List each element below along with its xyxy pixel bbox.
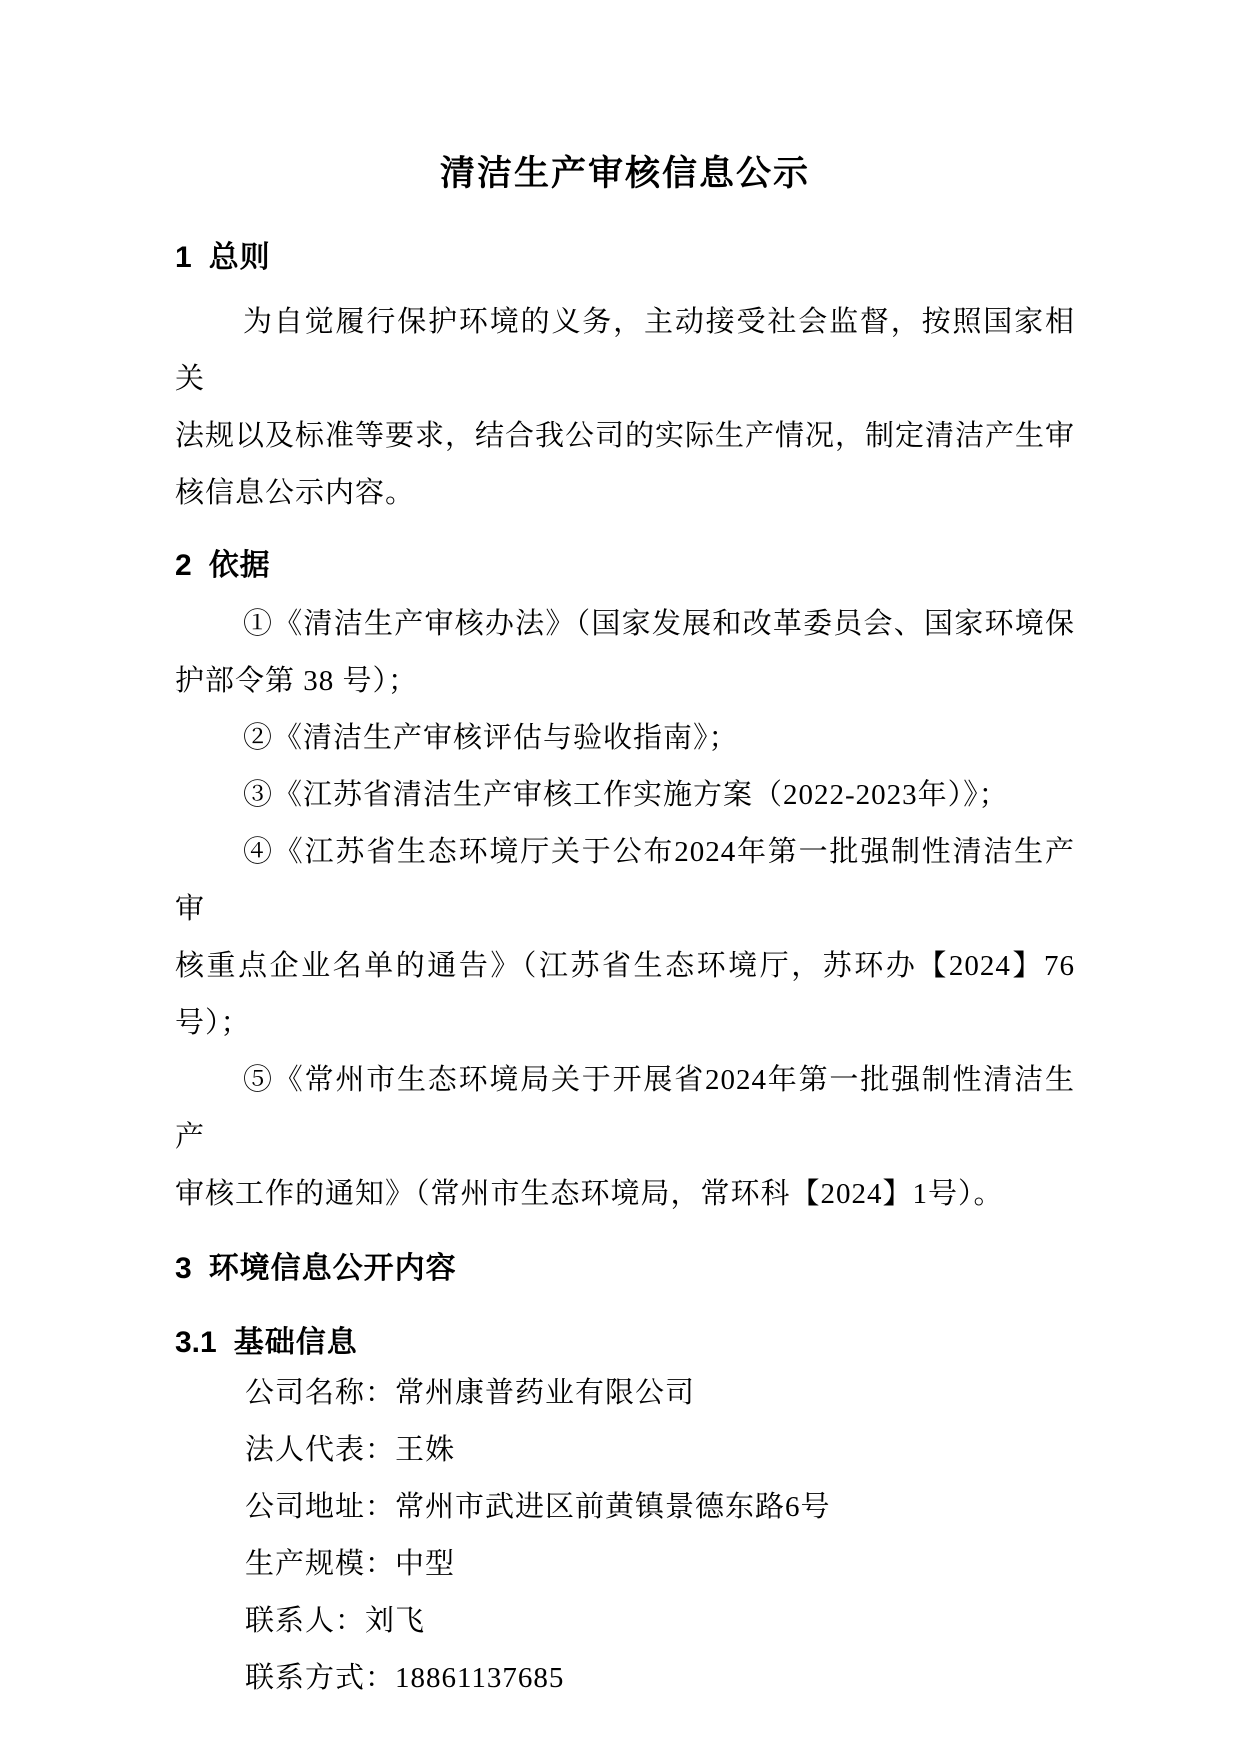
section-2-label: 依据: [208, 549, 271, 582]
reference-line-5-cont: 审核工作的通知》（常州市生态环境局，常环科【2024】1号）。: [175, 1178, 1004, 1210]
paragraph-line: 核信息公示内容。: [175, 477, 416, 509]
info-legal-representative: 法人代表：王姝: [245, 1434, 456, 1466]
section-3-1-number: 3.1: [175, 1326, 217, 1359]
reference-line-4-cont: 核重点企业名单的通告》（江苏省生态环境厅，苏环办【2024】76: [175, 950, 1075, 982]
section-1-number: 1: [175, 241, 192, 274]
info-contact-phone: 联系方式：18861137685: [245, 1662, 565, 1694]
document-title: 清洁生产审核信息公示: [439, 154, 810, 193]
document-content: [175, 0, 1075, 1707]
reference-line-5: ⑤《常州市生态环境局关于开展省2024年第一批强制性清洁生产: [175, 1064, 1075, 1153]
info-contact-person: 联系人：刘飞: [245, 1605, 426, 1637]
reference-line-1-cont: 护部令第 38 号）；: [175, 665, 419, 697]
basic-info-block: [175, 1365, 1075, 1707]
reference-line-4: ④《江苏省生态环境厅关于公布2024年第一批强制性清洁生产审: [175, 836, 1075, 925]
section-2-heading: [175, 544, 1075, 588]
reference-line-1: ①《清洁生产审核办法》（国家发展和改革委员会、国家环境保: [243, 608, 1075, 640]
section-3-number: 3: [175, 1252, 192, 1285]
section-3-1-heading: [175, 1321, 1075, 1365]
section-2-number: 2: [175, 549, 192, 582]
info-company-name: 公司名称：常州康普药业有限公司: [245, 1377, 696, 1409]
section-3-heading: [175, 1247, 1075, 1291]
section-3-label: 环境信息公开内容: [208, 1252, 457, 1285]
reference-line-2: ②《清洁生产审核评估与验收指南》；: [243, 722, 739, 754]
paragraph-line: 法规以及标准等要求，结合我公司的实际生产情况，制定清洁产生审: [175, 420, 1075, 452]
info-production-scale: 生产规模：中型: [245, 1548, 456, 1580]
paragraph-line: 为自觉履行保护环境的义务，主动接受社会监督，按照国家相关: [175, 306, 1075, 395]
reference-list: [175, 596, 1075, 1223]
reference-line-3: ③《江苏省清洁生产审核工作实施方案（2022-2023年）》；: [243, 779, 1009, 811]
section-3-1-label: 基础信息: [233, 1326, 358, 1359]
reference-line-4-end: 号）；: [175, 1007, 251, 1039]
section-1-label: 总则: [208, 241, 271, 274]
section-1-heading: [175, 236, 1075, 280]
info-company-address: 公司地址：常州市武进区前黄镇景德东路6号: [245, 1491, 831, 1523]
section-1-paragraph: [175, 294, 1075, 522]
